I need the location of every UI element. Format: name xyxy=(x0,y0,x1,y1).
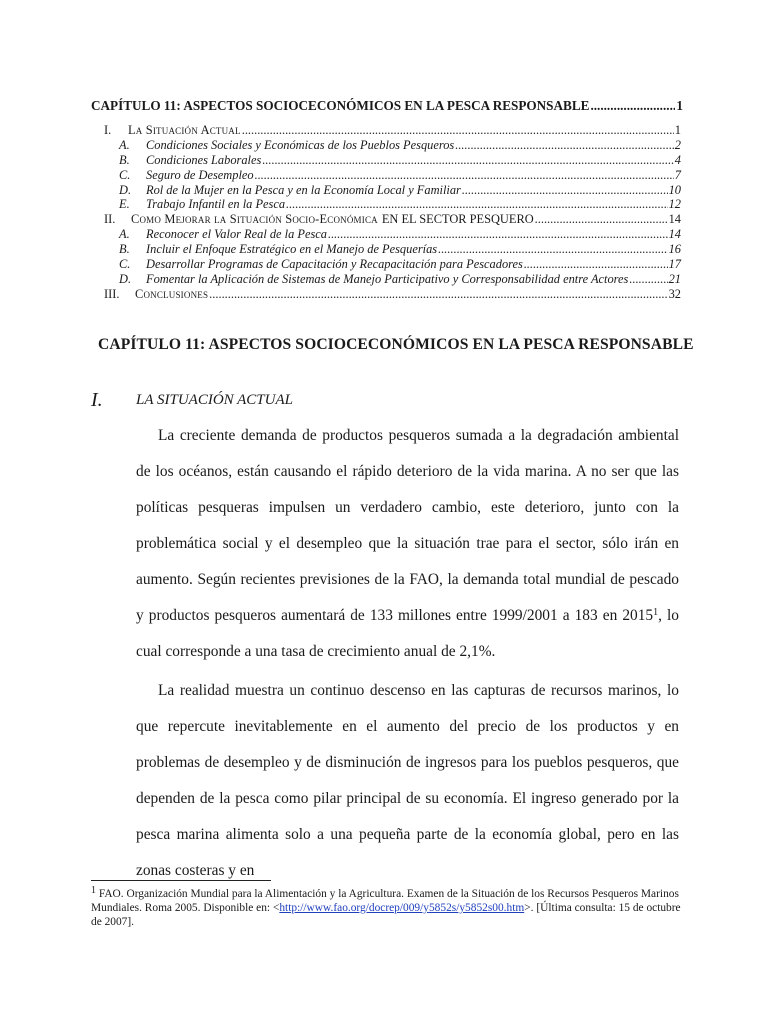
toc-title: CAPÍTULO 11: ASPECTOS SOCIOCECONÓMICOS EN LA PESCA RESPONSABLE xyxy=(91,98,590,113)
toc-entry[interactable]: B. Condiciones Laborales ..... 4 xyxy=(119,153,681,168)
body-paragraph-1: La creciente demanda de productos pesqueros sumada a la degradación ambiental de los océanos, están causando el rápido deterioro de la vida marina. A no ser que las políticas pesqueras impulsen un verdadero cambio, este deterioro, junto con la problemática social y el desempleo que la situación trae para el sector, sólo irán en aumento. Según recientes previsiones de la FAO, la demanda total mundial de pescado y productos pesqueros aumentará de 133 millones entre 1999/2001 a 183 en 2015$^1$, lo cual corresponde a una tasa de crecimiento anual de 2,1%. xyxy=(136,427,679,660)
toc-entry[interactable]: D. Fomentar la Aplicación de Sistemas de Manejo Participativo y Corresponsabilidad entre Actores ..... 21 xyxy=(119,272,681,287)
toc-entry[interactable]: C. Seguro de Desempleo ..... 7 xyxy=(119,168,681,183)
toc-entry[interactable]: A. Reconocer el Valor Real de la Pesca ..... 14 xyxy=(119,227,681,242)
footnote-mark: 1 xyxy=(91,885,96,896)
toc-entry[interactable]: E. Trabajo Infantil en la Pesca ..... 12 xyxy=(119,197,681,212)
footnote-ref[interactable]: 1 xyxy=(653,607,659,618)
toc-entry[interactable]: B. Incluir el Enfoque Estratégico en el Manejo de Pesquerías ..... 16 xyxy=(119,242,681,257)
chapter-title: CAPÍTULO 11: ASPECTOS SOCIOCECONÓMICOS EN LA PESCA RESPONSABLE xyxy=(98,336,694,353)
footnote: $^1$ FAO. Organización Mundial para la Alimentación y la Agricultura. Examen de la Situación de los Recursos Pesqueros Marinos Mundiales. Roma 2005. Disponible en: <http://www.fao.org/docrep/009/y5852s/y5852s00.htm>. [Última consulta: 15 de octubre de 2007]. xyxy=(91,885,681,928)
toc-title-page: 1 xyxy=(676,98,683,113)
toc-entry[interactable]: I. La Situación Actual ..... 1 xyxy=(104,123,681,138)
section-number: I. xyxy=(91,389,103,411)
toc-entry[interactable]: II. Como Mejorar la Situación Socio-Económica EN EL SECTOR PESQUERO ..... 14 xyxy=(104,212,681,227)
footnote-link[interactable]: http://www.fao.org/docrep/009/y5852s/y5852s00.htm xyxy=(279,902,525,914)
toc-entry[interactable]: D. Rol de la Mujer en la Pesca y en la Economía Local y Familiar ..... 10 xyxy=(119,183,681,198)
toc-entry[interactable]: A. Condiciones Sociales y Económicas de los Pueblos Pesqueros ..... 2 xyxy=(119,138,681,153)
footnote-separator xyxy=(91,880,271,881)
toc-title-row xyxy=(91,98,683,114)
body-paragraph-2: La realidad muestra un continuo descenso en las capturas de recursos marinos, lo que repercute inevitablemente en el aumento del precio de los productos y en problemas de desempleo y de disminución de ingresos para los pueblos pesqueros, que dependen de la pesca como pilar principal de su economía. El ingreso generado por la pesca marina alimenta solo a una pequeña parte de la economía global, pero en las zonas costeras y en xyxy=(136,682,679,879)
toc-entry[interactable]: C. Desarrollar Programas de Capacitación y Recapacitación para Pescadores ..... 17 xyxy=(119,257,681,272)
toc-entry[interactable]: III. Conclusiones ..... 32 xyxy=(104,287,681,302)
section-title: LA SITUACIÓN ACTUAL xyxy=(136,392,293,408)
toc-leader xyxy=(590,98,675,114)
